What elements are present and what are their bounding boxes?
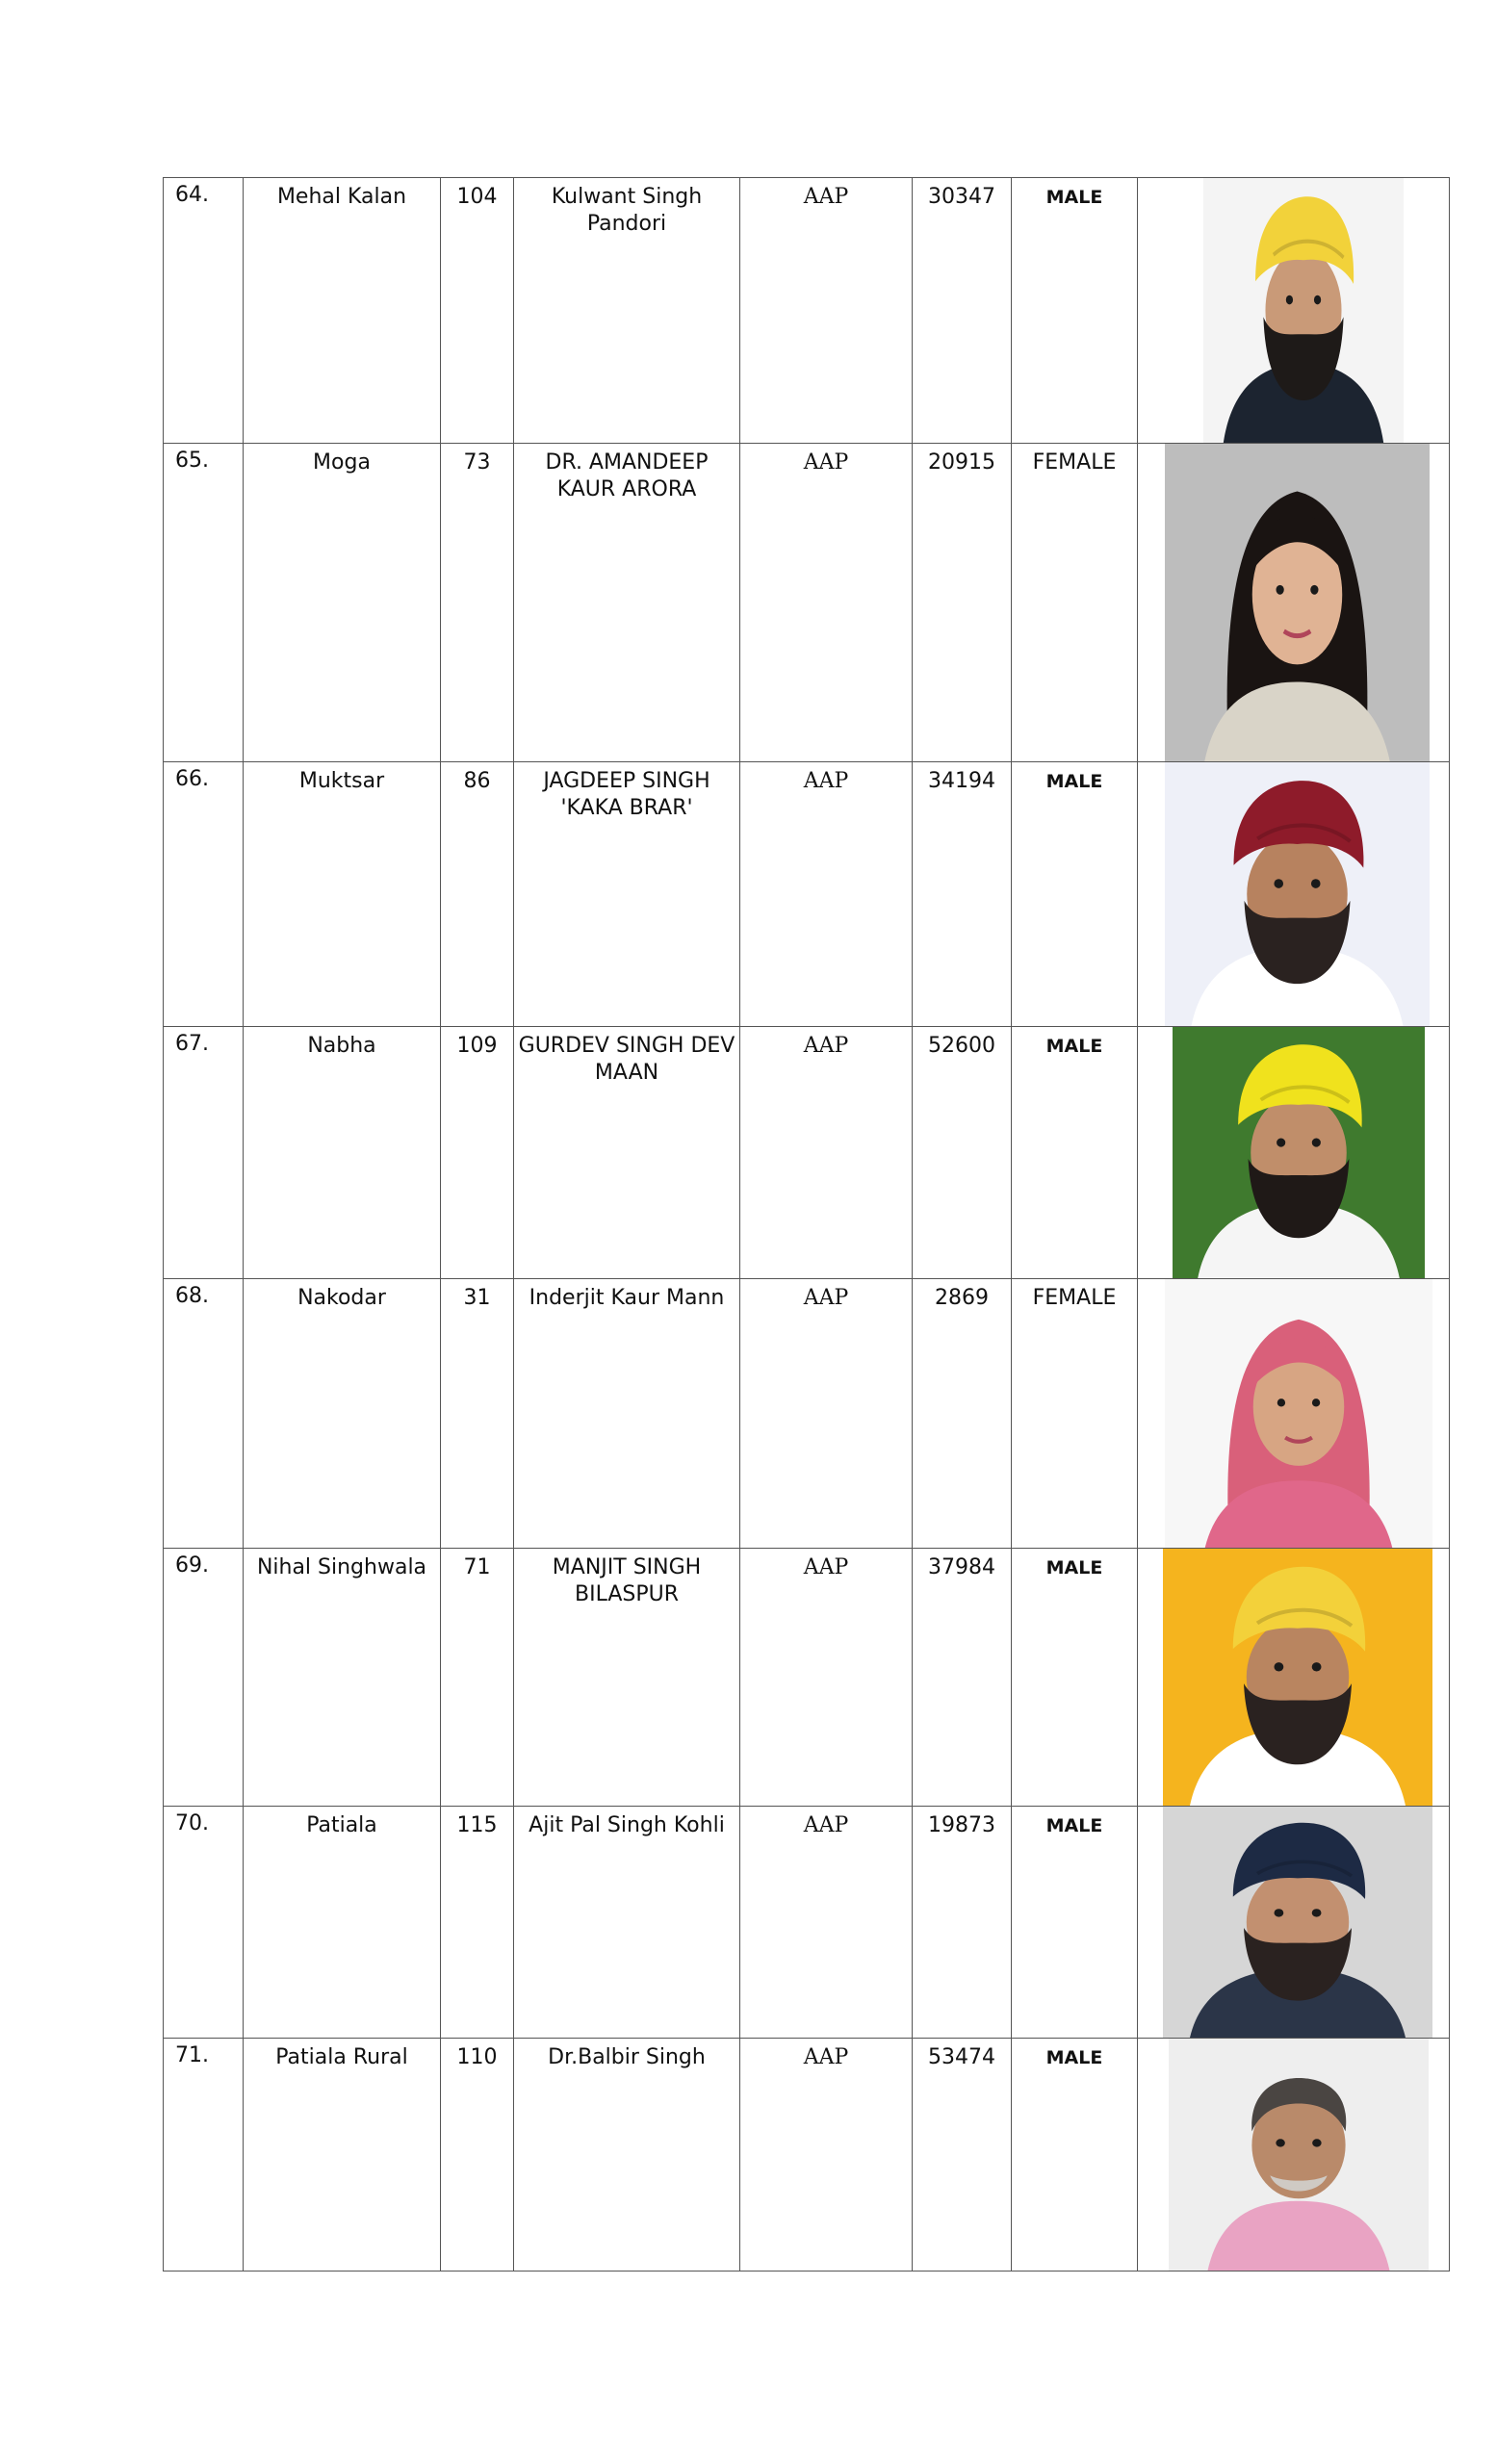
portrait-illustration [1165, 1279, 1432, 1548]
candidate-name: JAGDEEP SINGH 'KAKA BRAR' [543, 769, 710, 820]
ac-number-cell [441, 1279, 514, 1549]
candidate-photo [1163, 1549, 1432, 1806]
gender-label: MALE [1045, 187, 1103, 208]
portrait-illustration [1165, 444, 1430, 761]
ac-number: 115 [456, 1813, 498, 1837]
candidate-name-cell [514, 1549, 740, 1807]
photo-cell [1138, 444, 1450, 762]
portrait-illustration [1203, 178, 1404, 443]
constituency-name: Patiala Rural [275, 2045, 408, 2069]
serial-number-text: 65. [175, 449, 209, 473]
serial-number [164, 1549, 244, 1807]
ac-number-cell [441, 762, 514, 1027]
party-name: AAP [803, 1034, 849, 1058]
gender-cell [1012, 178, 1138, 444]
gender-cell [1012, 2039, 1138, 2272]
constituency-name: Nihal Singhwala [256, 1555, 427, 1579]
constituency-name: Moga [313, 450, 371, 475]
candidate-name: DR. AMANDEEP KAUR ARORA [545, 450, 709, 501]
candidate-name: Ajit Pal Singh Kohli [529, 1813, 725, 1837]
party-name: AAP [803, 2045, 849, 2069]
vote-margin: 52600 [928, 1034, 995, 1058]
candidate-name-cell [514, 1027, 740, 1279]
vote-margin: 53474 [928, 2045, 995, 2069]
photo-cell [1138, 178, 1450, 444]
party-cell [740, 1807, 913, 2039]
ac-number-cell [441, 1549, 514, 1807]
candidate-photo [1203, 178, 1404, 443]
candidate-name: Dr.Balbir Singh [548, 2045, 706, 2069]
table-row [164, 1027, 1450, 1279]
table-row [164, 178, 1450, 444]
candidate-name: MANJIT SINGH BILASPUR [552, 1555, 702, 1606]
photo-cell [1138, 1279, 1450, 1549]
party-name: AAP [803, 1286, 849, 1310]
ac-number: 31 [463, 1286, 491, 1310]
candidate-name: GURDEV SINGH DEV MAAN [518, 1034, 735, 1085]
candidate-photo [1165, 444, 1430, 761]
constituency-cell [244, 1027, 441, 1279]
votes-cell [913, 444, 1012, 762]
serial-number [164, 178, 244, 444]
gender-label: MALE [1045, 2047, 1103, 2068]
votes-cell [913, 1279, 1012, 1549]
party-cell [740, 762, 913, 1027]
candidate-photo [1173, 1027, 1425, 1278]
vote-margin: 34194 [928, 769, 995, 793]
votes-cell [913, 1027, 1012, 1279]
candidate-name-cell [514, 762, 740, 1027]
serial-number [164, 444, 244, 762]
candidate-photo [1163, 1807, 1432, 2038]
ac-number-cell [441, 1027, 514, 1279]
constituency-cell [244, 1549, 441, 1807]
photo-cell [1138, 762, 1450, 1027]
candidate-photo [1165, 762, 1430, 1026]
candidate-name-cell [514, 178, 740, 444]
gender-cell [1012, 444, 1138, 762]
constituency-cell [244, 762, 441, 1027]
candidate-name-cell [514, 444, 740, 762]
table-row [164, 762, 1450, 1027]
serial-number [164, 1807, 244, 2039]
party-cell [740, 444, 913, 762]
photo-cell [1138, 1027, 1450, 1279]
photo-cell [1138, 1549, 1450, 1807]
constituency-cell [244, 444, 441, 762]
gender-label: MALE [1045, 1557, 1103, 1578]
gender-cell [1012, 1549, 1138, 1807]
party-name: AAP [803, 1813, 849, 1837]
party-name: AAP [803, 185, 849, 209]
serial-number-text: 71. [175, 2043, 209, 2067]
candidate-photo [1169, 2039, 1429, 2271]
gender-cell [1012, 762, 1138, 1027]
constituency-cell [244, 1279, 441, 1549]
table-row [164, 1807, 1450, 2039]
constituency-cell [244, 2039, 441, 2272]
table-row [164, 1279, 1450, 1549]
constituency-name: Patiala [306, 1813, 377, 1837]
constituency-name: Nabha [307, 1034, 376, 1058]
party-name: AAP [803, 769, 849, 793]
table-row [164, 2039, 1450, 2272]
ac-number-cell [441, 1807, 514, 2039]
portrait-illustration [1165, 762, 1430, 1026]
serial-number-text: 64. [175, 183, 209, 207]
party-cell [740, 1027, 913, 1279]
party-cell [740, 2039, 913, 2272]
vote-margin: 20915 [928, 450, 995, 475]
party-cell [740, 1279, 913, 1549]
ac-number: 71 [463, 1555, 491, 1579]
ac-number: 104 [456, 185, 498, 209]
candidate-name: Kulwant Singh Pandori [551, 185, 703, 236]
party-cell [740, 1549, 913, 1807]
gender-label: MALE [1045, 1815, 1103, 1836]
candidate-name-cell [514, 2039, 740, 2272]
gender-label: FEMALE [1032, 1286, 1117, 1310]
ac-number-cell [441, 444, 514, 762]
candidate-photo [1165, 1279, 1432, 1548]
gender-label: MALE [1045, 771, 1103, 792]
gender-label: MALE [1045, 1036, 1103, 1057]
gender-label: FEMALE [1032, 450, 1117, 475]
ac-number-cell [441, 2039, 514, 2272]
photo-cell [1138, 2039, 1450, 2272]
vote-margin: 19873 [928, 1813, 995, 1837]
ac-number: 109 [456, 1034, 498, 1058]
serial-number [164, 1027, 244, 1279]
votes-cell [913, 178, 1012, 444]
portrait-illustration [1173, 1027, 1425, 1278]
ac-number: 73 [463, 450, 491, 475]
party-name: AAP [803, 1555, 849, 1579]
serial-number [164, 762, 244, 1027]
serial-number-text: 68. [175, 1284, 209, 1308]
serial-number-text: 67. [175, 1032, 209, 1056]
vote-margin: 30347 [928, 185, 995, 209]
constituency-name: Muktsar [298, 769, 385, 793]
votes-cell [913, 2039, 1012, 2272]
ac-number: 86 [463, 769, 491, 793]
serial-number-text: 69. [175, 1553, 209, 1578]
candidate-name-cell [514, 1279, 740, 1549]
constituency-name: Mehal Kalan [276, 185, 407, 209]
gender-cell [1012, 1027, 1138, 1279]
votes-cell [913, 1807, 1012, 2039]
votes-cell [913, 1549, 1012, 1807]
table-row [164, 444, 1450, 762]
portrait-illustration [1163, 1549, 1432, 1806]
constituency-cell [244, 178, 441, 444]
table-row [164, 1549, 1450, 1807]
ac-number: 110 [456, 2045, 498, 2069]
vote-margin: 2869 [935, 1286, 989, 1310]
party-cell [740, 178, 913, 444]
portrait-illustration [1169, 2039, 1429, 2271]
gender-cell [1012, 1807, 1138, 2039]
constituency-cell [244, 1807, 441, 2039]
candidate-name-cell [514, 1807, 740, 2039]
candidate-name: Inderjit Kaur Mann [529, 1286, 725, 1310]
constituency-name: Nakodar [297, 1286, 386, 1310]
mla-table [163, 177, 1450, 2272]
photo-cell [1138, 1807, 1450, 2039]
gender-cell [1012, 1279, 1138, 1549]
serial-number-text: 66. [175, 767, 209, 791]
ac-number-cell [441, 178, 514, 444]
party-name: AAP [803, 450, 849, 475]
serial-number [164, 2039, 244, 2272]
vote-margin: 37984 [928, 1555, 995, 1579]
portrait-illustration [1163, 1807, 1432, 2038]
serial-number [164, 1279, 244, 1549]
votes-cell [913, 762, 1012, 1027]
serial-number-text: 70. [175, 1811, 209, 1835]
